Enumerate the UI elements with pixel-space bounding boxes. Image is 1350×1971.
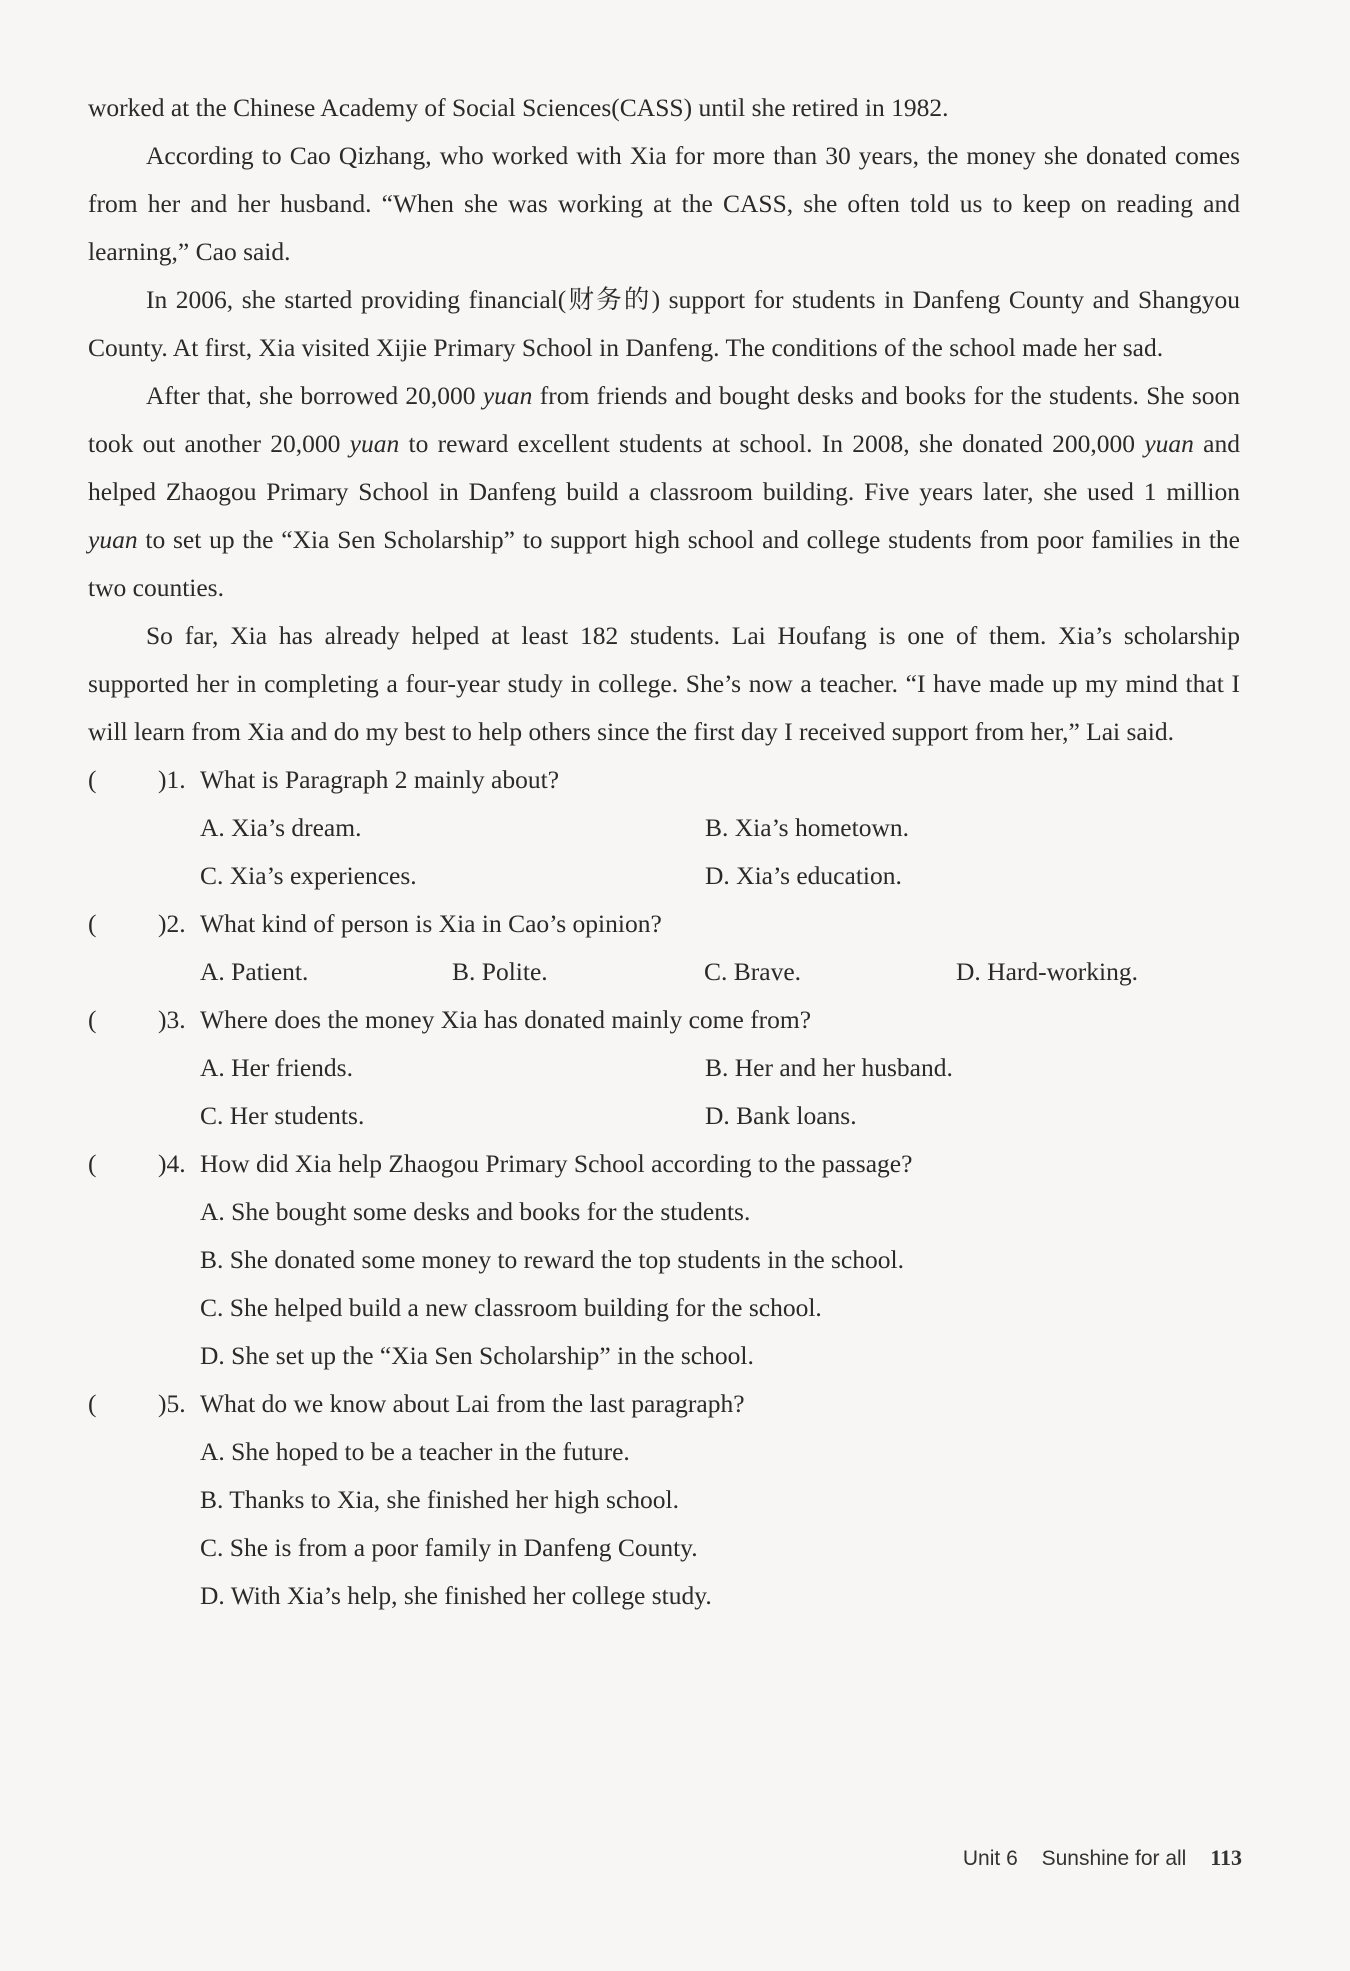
italic-term: yuan (1144, 429, 1194, 458)
paragraph-text: and helped Zhaogou Primary School in Danfeng build a classroom building. Five years later, she used 1 million (88, 429, 1240, 506)
option-row (200, 1092, 1240, 1140)
paragraph-text: In 2006, she started providing financial(财务的) support for students in Danfeng County and Shangyou County. At first, Xia visited Xijie Primary School in Danfeng. The conditions of the school made her sad. (88, 285, 1240, 362)
answer-option[interactable]: A. Patient. (200, 957, 309, 986)
option-row (88, 1572, 1240, 1620)
answer-option[interactable]: D. Xia’s education. (705, 861, 902, 890)
footer-title: Sunshine for all (1041, 1847, 1187, 1870)
answer-option[interactable]: C. She is from a poor family in Danfeng County. (200, 1533, 698, 1562)
answer-blank[interactable] (88, 900, 200, 948)
answer-option[interactable]: C. Brave. (704, 957, 802, 986)
question-stem (88, 1140, 1240, 1188)
paragraph-text: to reward excellent students at school. In 2008, she donated 200,000 (399, 429, 1145, 458)
answer-option[interactable]: A. She bought some desks and books for the students. (200, 1197, 751, 1226)
question-text: Where does the money Xia has donated mainly come from? (200, 1005, 812, 1034)
answer-option[interactable]: B. Thanks to Xia, she finished her high school. (200, 1485, 680, 1514)
answer-option[interactable]: B. Polite. (452, 957, 548, 986)
option-row (88, 1476, 1240, 1524)
page-number: 113 (1210, 1845, 1242, 1870)
italic-term: yuan (482, 381, 533, 410)
answer-option[interactable]: B. Her and her husband. (705, 1053, 953, 1082)
passage-paragraph (88, 612, 1240, 756)
question-text: What is Paragraph 2 mainly about? (200, 765, 560, 794)
paragraph-text: to set up the “Xia Sen Scholarship” to support high school and college students from poor families in the two counties. (88, 525, 1240, 602)
open-paren: ( (88, 765, 97, 794)
question-number: 3. (166, 1005, 186, 1034)
question-text: How did Xia help Zhaogou Primary School according to the passage? (200, 1149, 913, 1178)
page-footer (963, 1845, 1242, 1871)
answer-option[interactable]: D. With Xia’s help, she finished her college study. (200, 1581, 712, 1610)
question-stem (88, 1380, 1240, 1428)
answer-option[interactable]: A. Her friends. (200, 1053, 353, 1082)
option-row (88, 1332, 1240, 1380)
answer-option[interactable]: C. She helped build a new classroom building for the school. (200, 1293, 822, 1322)
option-row (200, 1044, 1240, 1092)
option-row (88, 1236, 1240, 1284)
answer-option[interactable]: A. She hoped to be a teacher in the future. (200, 1437, 630, 1466)
close-paren: ) (158, 1005, 167, 1034)
paragraph-text: So far, Xia has already helped at least 182 students. Lai Houfang is one of them. Xia’s scholarship supported her in completing a four-year study in college. She’s now a teacher. “I have made up my mind that I will learn from Xia and do my best to help others since the first day I received support from her,” Lai said. (88, 621, 1240, 746)
answer-option[interactable]: B. Xia’s hometown. (705, 813, 909, 842)
question-number: 1. (166, 765, 186, 794)
option-row (200, 948, 1240, 996)
document-body (88, 84, 1240, 1620)
question-stem (88, 900, 1240, 948)
paragraph-text: worked at the Chinese Academy of Social Sciences(CASS) until she retired in 1982. (88, 93, 949, 122)
question-stem (88, 756, 1240, 804)
close-paren: ) (158, 1149, 167, 1178)
answer-option[interactable]: A. Xia’s dream. (200, 813, 362, 842)
answer-option[interactable]: D. Hard-working. (956, 957, 1138, 986)
option-row (88, 1284, 1240, 1332)
passage-paragraph (88, 132, 1240, 276)
answer-blank[interactable] (88, 756, 200, 804)
answer-option[interactable]: B. She donated some money to reward the top students in the school. (200, 1245, 904, 1274)
paragraph-text: According to Cao Qizhang, who worked with Xia for more than 30 years, the money she donated comes from her and her husband. “When she was working at the CASS, she often told us to keep on reading and learning,” Cao said. (88, 141, 1240, 266)
close-paren: ) (158, 1389, 167, 1418)
open-paren: ( (88, 1149, 97, 1178)
open-paren: ( (88, 1005, 97, 1034)
answer-blank[interactable] (88, 1380, 200, 1428)
option-row (88, 1428, 1240, 1476)
option-row (200, 804, 1240, 852)
italic-term: yuan (88, 525, 138, 554)
open-paren: ( (88, 1389, 97, 1418)
question-text: What kind of person is Xia in Cao’s opinion? (200, 909, 662, 938)
close-paren: ) (158, 765, 167, 794)
option-row (88, 1524, 1240, 1572)
option-row (88, 1188, 1240, 1236)
passage-paragraph (88, 372, 1240, 612)
paragraph-text: from friends and bought desks and books for the students. She soon took out another 20,000 (88, 381, 1240, 458)
close-paren: ) (158, 909, 167, 938)
footer-unit: Unit 6 (962, 1847, 1018, 1870)
question-list (88, 756, 1240, 1620)
question-number: 5. (166, 1389, 186, 1418)
answer-option[interactable]: D. Bank loans. (705, 1101, 857, 1130)
question-text: What do we know about Lai from the last paragraph? (200, 1389, 745, 1418)
answer-option[interactable]: C. Xia’s experiences. (200, 861, 417, 890)
answer-option[interactable]: C. Her students. (200, 1101, 365, 1130)
question-number: 4. (166, 1149, 186, 1178)
italic-term: yuan (349, 429, 400, 458)
answer-option[interactable]: D. She set up the “Xia Sen Scholarship” in the school. (200, 1341, 754, 1370)
answer-blank[interactable] (88, 1140, 200, 1188)
passage-paragraph (88, 84, 1240, 132)
passage-paragraph (88, 276, 1240, 372)
option-row (200, 852, 1240, 900)
paragraph-text: After that, she borrowed 20,000 (146, 381, 483, 410)
reading-passage (88, 84, 1240, 756)
question-number: 2. (166, 909, 186, 938)
answer-blank[interactable] (88, 996, 200, 1044)
open-paren: ( (88, 909, 97, 938)
question-stem (88, 996, 1240, 1044)
